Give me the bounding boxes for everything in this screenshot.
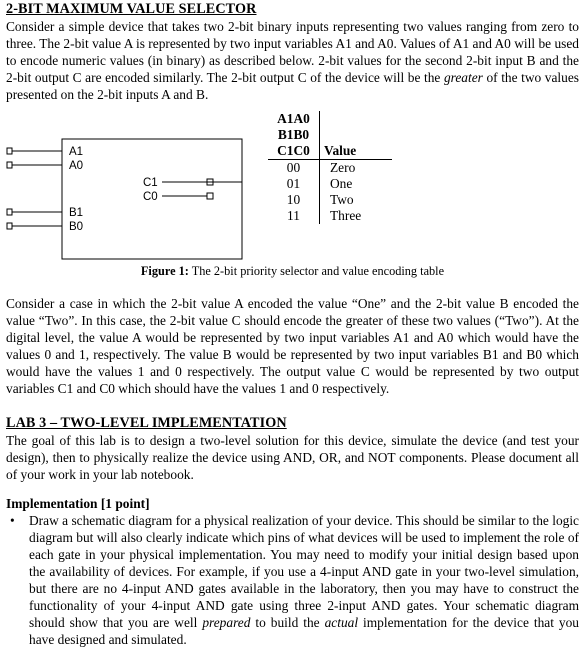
table-row: 10 Two: [268, 192, 392, 208]
table-row: 11 Three: [268, 208, 392, 224]
input-pin-b0: [7, 223, 12, 229]
figure-1: [6, 111, 579, 263]
figure-caption: Figure 1: The 2-bit priority selector and value encoding table: [140, 264, 445, 278]
intro-paragraph: Consider a simple device that takes two 2-bit binary inputs representing two values ranging from zero to three. The 2-bit value A is represented by two input variables A1 and A0. Values of A1 and A0 will be used to encode numeric values (in binary) as described below. 2-bit values for the second 2-bit input B and the 2-bit output C are encoded similarly. The 2-bit output C of the device will be the greater of the two values presented on the 2-bit inputs A and B.: [6, 19, 579, 102]
input-pin-a1: [7, 148, 12, 154]
lab-goal-paragraph: The goal of this lab is to design a two-level solution for this device, simulate the device (and test your design), then to physically realize the device using AND, OR, and NOT components. Please document all of your work in your lab notebook.: [6, 433, 579, 482]
label-b0: B0: [69, 221, 84, 233]
input-pin-a0: [7, 162, 12, 168]
bullet-icon: •: [10, 513, 15, 528]
table-header-value: Value: [320, 143, 393, 160]
selector-block-diagram: [6, 111, 261, 261]
table-row: 01 One: [268, 176, 392, 192]
section-title-lab3: LAB 3 – TWO-LEVEL IMPLEMENTATION: [6, 415, 287, 431]
implementation-heading: Implementation [1 point]: [6, 496, 150, 511]
table-header-a1a0: A1A0: [268, 111, 320, 127]
label-a1: A1: [69, 146, 84, 158]
label-b1: B1: [69, 207, 84, 219]
implementation-list: [6, 512, 579, 648]
table-header-c1c0: C1C0: [268, 143, 320, 160]
section-title-maximum-value-selector: 2-BIT MAXIMUM VALUE SELECTOR: [6, 1, 257, 17]
output-pin-c0: [207, 193, 213, 199]
label-c1: C1: [143, 177, 158, 189]
input-pin-b1: [7, 209, 12, 215]
label-a0: A0: [69, 160, 84, 172]
table-header-b1b0: B1B0: [268, 127, 320, 143]
list-item: • Draw a schematic diagram for a physical realization of your device. This should be similar to the logic diagram but will also clearly indicate which pins of what devices will be used to implement the role of each gate in your physical implementation. You may need to modify your initial design based upon the availability of devices. For example, if you use a 4-input AND gate in your two-level simulation, but there are no 4-input AND gates available in the laboratory, then you may have to construct the functionality of your 4-input AND gate using three 2-input AND gates. Your schematic diagram should show that you are well prepared to build the actual implementation for the device that you have designed and simulated.: [10, 513, 579, 647]
label-c0: C0: [143, 191, 158, 203]
example-paragraph: Consider a case in which the 2-bit value A encoded the value “One” and the 2-bit value B encoded the value “Two”. In this case, the 2-bit value C should encode the greater of these two values (“Two”). At the digital level, the value A would be represented by two input variables A1 and A0 which would have the values 0 and 1, respectively. The value B would be represented by two input variables B1 and B0 which would have the values 1 and 0 respectively. The output value C would be represented by two output variables C1 and C0 which should have the values 1 and 0 respectively.: [6, 296, 579, 396]
table-row: 00 Zero: [268, 160, 392, 177]
value-encoding-table: [268, 111, 392, 224]
